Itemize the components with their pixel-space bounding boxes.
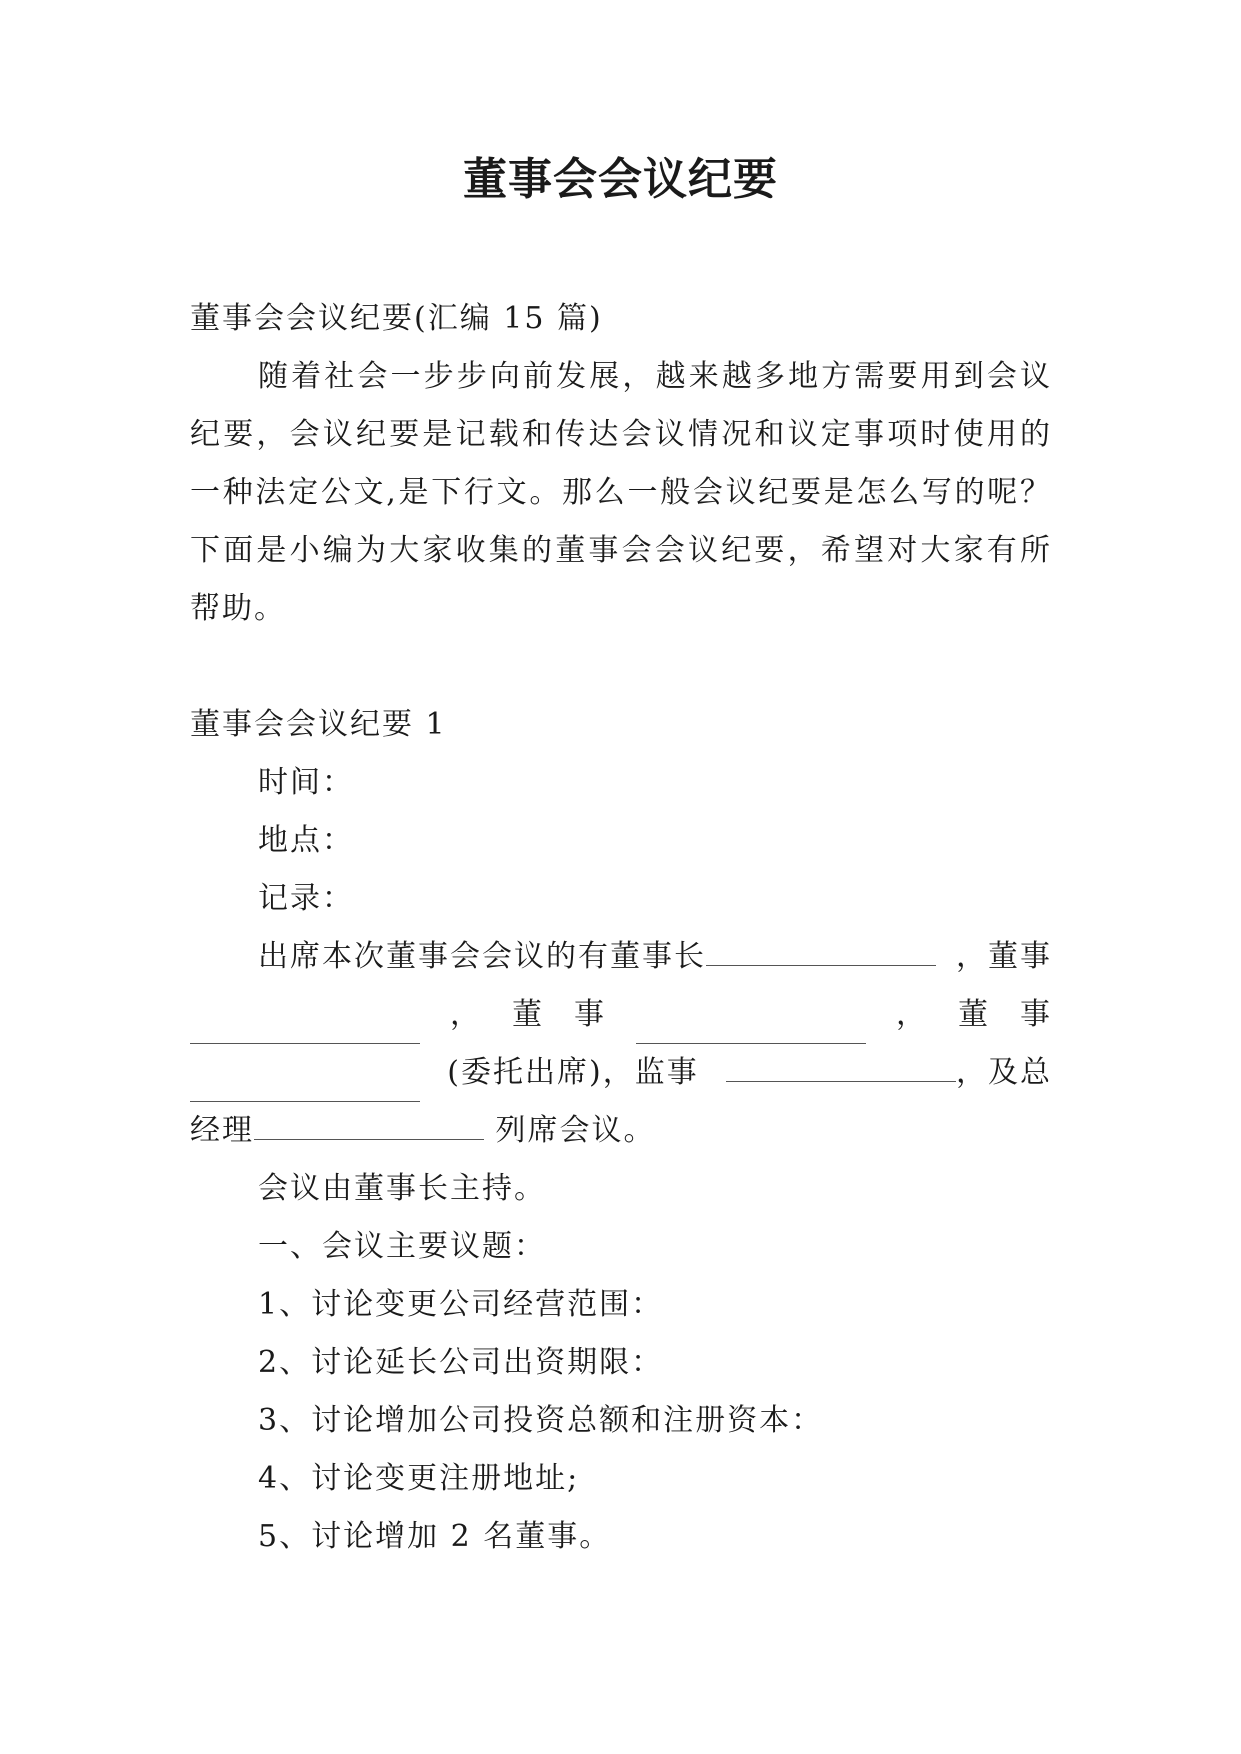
comma: ，: [450, 997, 482, 1032]
place-label: 地点：: [258, 823, 354, 858]
attendance-line-4: 经理 列席会议。: [190, 1113, 656, 1148]
spacer: [190, 638, 1052, 696]
blank-field: [636, 1017, 866, 1044]
list-item: 3、讨论增加公司投资总额和注册资本：: [258, 1403, 824, 1438]
attendance-text-chairman: 出席本次董事会会议的有董事长: [258, 928, 936, 986]
chair-line: 会议由董事长主持。: [258, 1171, 546, 1206]
list-item: 4、讨论变更注册地址;: [258, 1461, 580, 1496]
intro-paragraph: 随着社会一步步向前发展，越来越多地方需要用到会议纪要，会议纪要是记载和传达会议情况和议定事项时使用的一种法定公文,是下行文。那么一般会议纪要是怎么写的呢？下面是小编为大家收集的董事会会议纪要，希望对大家有所帮助。: [190, 359, 1052, 626]
director-char-1: 董: [958, 997, 990, 1032]
list-item: 1、讨论变更公司经营范围：: [258, 1287, 664, 1322]
attendance-text-director: ，董事: [956, 939, 1052, 974]
attendance-line-3: [190, 1044, 1052, 1102]
supervisor-blank-group: ，及总: [726, 1044, 1052, 1102]
record-label: 记录：: [258, 881, 354, 916]
entrusted-supervisor: (委托出席)，监事: [447, 1055, 699, 1090]
attendance-line-1: [190, 928, 1052, 986]
director-char-1: 董: [512, 997, 544, 1032]
director-char-2: 事: [1020, 997, 1052, 1032]
blank-field: [190, 1017, 420, 1044]
blank-field: [254, 1113, 484, 1140]
document-title: 董事会会议纪要: [463, 154, 778, 205]
comma: ，: [896, 997, 928, 1032]
list-item: 2、讨论延长公司出资期限：: [258, 1345, 664, 1380]
document-body: [190, 290, 1052, 1566]
blank-field: [726, 1055, 956, 1082]
list-item: 5、讨论增加 2 名董事。: [258, 1519, 612, 1554]
time-label: 时间：: [258, 765, 354, 800]
blank-field: [190, 1075, 420, 1102]
blank-field: [706, 939, 936, 966]
subtitle: 董事会会议纪要(汇编 15 篇): [190, 301, 603, 336]
director-char-2: 事: [574, 997, 606, 1032]
attendance-line-2: [190, 986, 1052, 1044]
topics-heading: 一、会议主要议题：: [258, 1229, 546, 1264]
section-heading: 董事会会议纪要 1: [190, 707, 447, 742]
